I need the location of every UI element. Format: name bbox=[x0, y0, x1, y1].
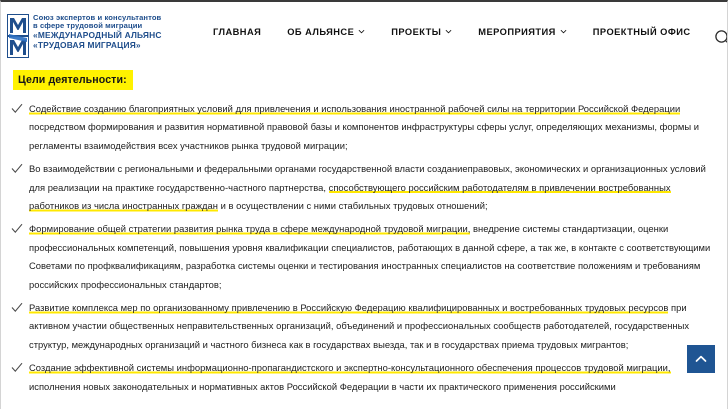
list-item bbox=[7, 220, 719, 294]
goal-text-part: посредством формирования и развития нормативной правовой базы и компонентов инфраструктуры сферы услуг, определяющих механизмы, формы и регламенты взаимодействия всех участников рынка трудовой миграции; bbox=[29, 121, 699, 151]
goal-text-part: Развитие комплекса мер по организованному привлечению в Российскую Федерацию квалифицированных и востребованных трудовых ресурсов bbox=[29, 302, 669, 314]
list-item bbox=[7, 299, 719, 354]
goal-text-part: внедрение системы стандартизации, оценки профессиональных компетенций, повышения уровня квалификации специалистов, работающих в данной сфере, а так же, в контакте с соответствующими Советами по профквалификациям, разработка системы оценки и тестирования иностранных специалистов на соответствие положениям и требованиям российских профессиональных стандартов; bbox=[29, 223, 711, 290]
chevron-up-icon bbox=[694, 352, 708, 366]
nav-item-glavnaya[interactable] bbox=[213, 27, 261, 37]
chevron-down-icon bbox=[358, 28, 365, 35]
check-icon bbox=[11, 163, 23, 175]
main-content bbox=[1, 62, 727, 396]
check-icon bbox=[11, 223, 23, 235]
logo-line-1: Союз экспертов и консультантов bbox=[33, 12, 162, 22]
goal-text-part: Во взаимодействии с региональными и федеральными органами государственной власти созданиеправовых, экономических и организационных условий для реализации на практике государственно-частного партнерства, bbox=[29, 163, 706, 193]
list-item bbox=[7, 160, 719, 215]
check-icon bbox=[11, 302, 23, 314]
nav-label: ПРОЕКТНЫЙ ОФИС bbox=[592, 27, 691, 37]
nav-item-meropriyatiya[interactable] bbox=[478, 27, 567, 37]
nav-label: ПРОЕКТЫ bbox=[391, 27, 442, 37]
logo-line-3: «МЕЖДУНАРОДНЫЙ АЛЬЯНС bbox=[33, 30, 162, 41]
nav-label: ОБ АЛЬЯНСЕ bbox=[287, 27, 355, 37]
chevron-down-icon bbox=[445, 28, 452, 35]
scroll-to-top-button[interactable] bbox=[687, 345, 715, 373]
goal-text-part: способствующего российским работодателям в привлечении востребованных работников из числа иностранных граждан bbox=[29, 181, 671, 212]
goal-text-part: Формирование общей стратегии развития рынка труда в сфере международной трудовой миграции, bbox=[29, 223, 471, 235]
site-logo[interactable] bbox=[1, 7, 191, 58]
nav-label: ГЛАВНАЯ bbox=[213, 27, 262, 37]
logo-line-4: «ТРУДОВАЯ МИГРАЦИЯ» bbox=[33, 40, 141, 51]
nav-label: МЕРОПРИЯТИЯ bbox=[478, 27, 556, 37]
main-navigation bbox=[213, 27, 727, 37]
alliance-m-logo-icon bbox=[7, 14, 29, 58]
nav-item-proektnyy-ofis[interactable] bbox=[593, 27, 691, 37]
search-icon[interactable] bbox=[713, 28, 728, 48]
site-header bbox=[1, 2, 727, 62]
list-item bbox=[7, 359, 719, 396]
logo-text bbox=[33, 13, 162, 52]
goal-text-part: Содействие созданию благоприятных условий для привлечения и использования иностранной рабочей силы на территории Российской Федерации bbox=[29, 103, 681, 114]
goals-list bbox=[7, 100, 719, 396]
chevron-down-icon bbox=[560, 28, 567, 35]
nav-item-proekty[interactable] bbox=[391, 27, 452, 37]
goal-text-part: исполнения новых законодательных и нормативных актов Российской Федерации в части их практического применения российскими bbox=[29, 380, 616, 392]
nav-item-ob-alyanse[interactable] bbox=[287, 27, 365, 37]
check-icon bbox=[11, 362, 23, 374]
list-item bbox=[7, 100, 719, 155]
goal-text-part: и в осуществлении с ними стабильных трудовых отношений; bbox=[217, 200, 488, 212]
page-title: Цели деятельности: bbox=[13, 70, 133, 90]
goal-text-part: при активном участии общественных неправительственных организаций, объединений и профессиональных сообществ работодателей, государственных структур, международных организаций и частного бизнеса как в государствах выезда, так и в государствах приема трудовых мигрантов; bbox=[29, 302, 690, 350]
check-icon bbox=[11, 103, 23, 115]
logo-line-2: в сфере трудовой миграции bbox=[33, 21, 143, 31]
goal-text-part: Создание эффективной системы информационно-пропагандистского и экспертно-консультационного обеспечения процессов трудовой миграции, bbox=[29, 362, 671, 374]
